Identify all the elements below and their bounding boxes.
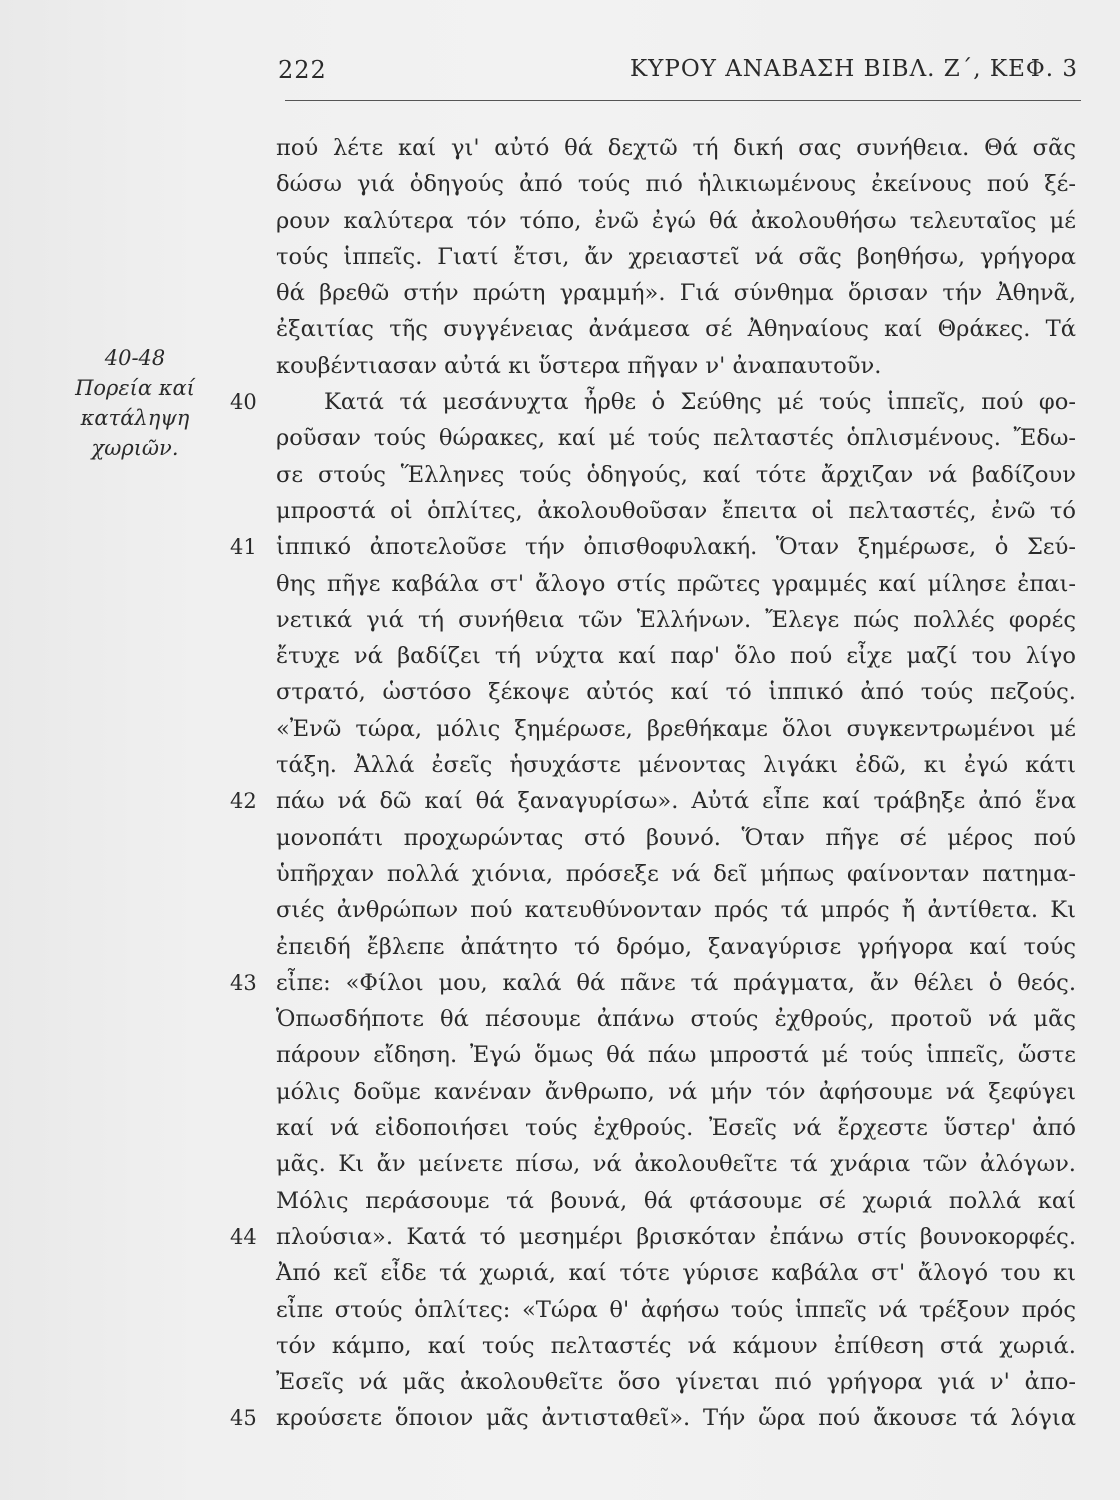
line-text: σε στούς Ἕλληνες τούς ὁδηγούς, καί τότε ἄρχιζαν νά βαδίζουν: [276, 461, 1076, 488]
text-line: [276, 1255, 1076, 1291]
text-line: [276, 239, 1076, 275]
line-text: σιές ἀνθρώπων πού κατευθύνονταν πρός τά μπρός ἤ ἀντίθετα. Κι: [276, 897, 1076, 924]
text-line: [276, 820, 1076, 856]
line-text: θης πῆγε καβάλα στ' ἄλογο στίς πρῶτες γραμμές καί μίλησε ἐπαι-: [276, 570, 1076, 597]
text-line: [276, 892, 1076, 928]
margin-note-line: Πορεία καί: [75, 376, 195, 400]
header-rule: [285, 100, 1081, 101]
text-line: [276, 602, 1076, 638]
line-text: Ἐσεῖς νά μᾶς ἀκολουθεῖτε ὅσο γίνεται πιό γρήγορα γιά ν' ἀπο-: [276, 1369, 1076, 1396]
text-line: [276, 1037, 1076, 1073]
text-line: [230, 965, 1076, 1001]
line-text: πλούσια». Κατά τό μεσημέρι βρισκόταν ἐπάνω στίς βουνοκορφές.: [276, 1223, 1076, 1250]
text-line: [276, 856, 1076, 892]
text-line: [276, 348, 1076, 384]
section-number: 42: [230, 789, 257, 814]
text-line: [276, 711, 1076, 747]
line-text: εἶπε: «Φίλοι μου, καλά θά πᾶνε τά πράγματα, ἄν θέλει ὁ θεός.: [276, 969, 1076, 996]
line-text: ἔτυχε νά βαδίζει τή νύχτα καί παρ' ὅλο πού εἶχε μαζί του λίγο: [276, 643, 1076, 670]
text-line: [276, 311, 1076, 347]
running-head: ΚΥΡΟΥ ΑΝΑΒΑΣΗ ΒΙΒΛ. Ζ΄, ΚΕΦ. 3: [630, 56, 1078, 82]
line-text: πού λέτε καί γι' αὐτό θά δεχτῶ τή δική σας συνήθεια. Θά σᾶς: [276, 135, 1076, 161]
line-text: ροῦσαν τούς θώρακες, καί μέ τούς πελταστές ὁπλισμένους. Ἔδω-: [276, 425, 1076, 452]
text-line: [276, 1001, 1076, 1037]
text-line: [276, 674, 1076, 710]
text-line: [276, 493, 1076, 529]
line-text: εἶπε στούς ὁπλίτες: «Τώρα θ' ἀφήσω τούς ἱππεῖς νά τρέξουν πρός: [276, 1296, 1076, 1323]
text-line: [276, 130, 1076, 166]
text-line: [276, 457, 1076, 493]
line-text: μονοπάτι προχωρώντας στό βουνό. Ὅταν πῆγε σέ μέρος πού: [276, 824, 1076, 851]
page-header: [278, 56, 1078, 96]
text-line: [276, 1364, 1076, 1400]
line-text: στρατό, ὡστόσο ξέκοψε αὐτός καί τό ἱππικό ἀπό τούς πεζούς.: [276, 679, 1076, 706]
text-line: [276, 1110, 1076, 1146]
text-line: [230, 783, 1076, 819]
line-text: μόλις δοῦμε κανέναν ἄνθρωπο, νά μήν τόν ἀφήσουμε νά ξεφύγει: [276, 1078, 1076, 1105]
line-text: μπροστά οἱ ὁπλίτες, ἀκολουθοῦσαν ἔπειτα οἱ πελταστές, ἐνῶ τό: [276, 497, 1076, 524]
text-line: [230, 1400, 1076, 1436]
line-text: Ἀπό κεῖ εἶδε τά χωριά, καί τότε γύρισε καβάλα στ' ἄλογό του κι: [276, 1260, 1076, 1287]
margin-note: [60, 343, 210, 463]
text-line: [276, 166, 1076, 202]
text-line: [276, 420, 1076, 456]
margin-note-range: 40-48: [104, 346, 166, 370]
text-line: [276, 1183, 1076, 1219]
line-text: δώσω γιά ὁδηγούς ἀπό τούς πιό ἡλικιωμένους ἐκείνους πού ξέ-: [276, 171, 1076, 198]
text-line: [276, 1328, 1076, 1364]
text-line: [276, 566, 1076, 602]
line-text: πάω νά δῶ καί θά ξαναγυρίσω». Αὐτά εἶπε καί τράβηξε ἀπό ἕνα: [276, 788, 1076, 815]
text-line: [230, 384, 1076, 420]
line-text: κουβέντιασαν αὐτά κι ὕστερα πῆγαν ν' ἀναπαυτοῦν.: [276, 352, 882, 379]
line-text: ἱππικό ἀποτελοῦσε τήν ὀπισθοφυλακή. Ὅταν ξημέρωσε, ὁ Σεύ-: [276, 534, 1076, 561]
text-line: [230, 529, 1076, 565]
line-text: τούς ἱππεῖς. Γιατί ἔτσι, ἄν χρειαστεῖ νά σᾶς βοηθήσω, γρήγορα: [276, 243, 1076, 270]
line-text: νετικά γιά τή συνήθεια τῶν Ἑλλήνων. Ἔλεγε πώς πολλές φορές: [276, 606, 1076, 633]
line-text: τόν κάμπο, καί τούς πελταστές νά κάμουν ἐπίθεση στά χωριά.: [276, 1332, 1076, 1359]
section-number: 40: [230, 390, 257, 415]
text-line: [276, 747, 1076, 783]
section-number: 41: [230, 535, 257, 560]
line-text: θά βρεθῶ στήν πρώτη γραμμή». Γιά σύνθημα ὅρισαν τήν Ἀθηνᾶ,: [276, 280, 1076, 307]
line-text: πάρουν εἴδηση. Ἐγώ ὅμως θά πάω μπροστά μέ τούς ἱππεῖς, ὥστε: [276, 1042, 1076, 1069]
text-line: [276, 275, 1076, 311]
line-text: καί νά εἰδοποιήσει τούς ἐχθρούς. Ἐσεῖς νά ἔρχεστε ὕστερ' ἀπό: [276, 1115, 1076, 1142]
text-line: [276, 203, 1076, 239]
section-number: 45: [230, 1406, 257, 1431]
line-text: Ὁπωσδήποτε θά πέσουμε ἀπάνω στούς ἐχθρούς, προτοῦ νά μᾶς: [276, 1006, 1076, 1033]
margin-note-line: χωριῶν.: [91, 436, 179, 460]
line-text: Κατά τά μεσάνυχτα ἦρθε ὁ Σεύθης μέ τούς ἱππεῖς, πού φο-: [324, 389, 1076, 416]
line-text: ρουν καλύτερα τόν τόπο, ἐνῶ ἐγώ θά ἀκολουθήσω τελευταῖος μέ: [276, 207, 1076, 234]
section-number: 44: [230, 1224, 257, 1249]
line-text: μᾶς. Κι ἄν μείνετε πίσω, νά ἀκολουθεῖτε τά χνάρια τῶν ἀλόγων.: [276, 1151, 1076, 1178]
line-text: κρούσετε ὅποιον μᾶς ἀντισταθεῖ». Τήν ὥρα πού ἄκουσε τά λόγια: [276, 1405, 1076, 1432]
line-text: Μόλις περάσουμε τά βουνά, θά φτάσουμε σέ χωριά πολλά καί: [276, 1187, 1076, 1214]
line-text: «Ἐνῶ τώρα, μόλις ξημέρωσε, βρεθήκαμε ὅλοι συγκεντρωμένοι μέ: [276, 715, 1076, 742]
body-text: [230, 130, 1076, 1437]
text-line: [276, 929, 1076, 965]
line-text: τάξη. Ἀλλά ἐσεῖς ἡσυχάστε μένοντας λιγάκι ἐδῶ, κι ἐγώ κάτι: [276, 752, 1076, 779]
margin-note-line: κατάληψη: [80, 406, 190, 430]
section-number: 43: [230, 970, 257, 995]
page-number: 222: [278, 56, 327, 84]
text-line: [276, 638, 1076, 674]
text-line: [276, 1292, 1076, 1328]
text-line: [230, 1219, 1076, 1255]
line-text: ὑπῆρχαν πολλά χιόνια, πρόσεξε νά δεῖ μήπως φαίνονταν πατημα-: [276, 860, 1076, 887]
line-text: ἐξαιτίας τῆς συγγένειας ἀνάμεσα σέ Ἀθηναίους καί Θράκες. Τά: [276, 316, 1076, 343]
text-line: [276, 1074, 1076, 1110]
line-text: ἐπειδή ἔβλεπε ἀπάτητο τό δρόμο, ξαναγύρισε γρήγορα καί τούς: [276, 933, 1076, 960]
text-line: [276, 1146, 1076, 1182]
